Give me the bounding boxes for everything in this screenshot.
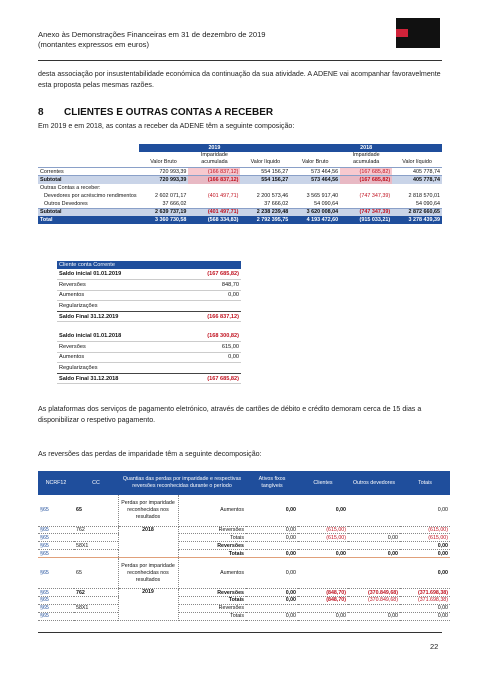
perdas-label: Perdas por imparidade reconhecidas nos resultados	[118, 558, 178, 589]
cell: (747 347,39)	[359, 192, 391, 199]
header-title: Anexo às Demonstrações Financeiras em 31 de dezembro de 2019	[38, 30, 266, 39]
cc-header: Cliente conta Corrente	[57, 261, 241, 269]
cell: 0,00	[246, 526, 298, 534]
row-label: Subtotal	[38, 176, 139, 184]
cell: 762	[74, 589, 118, 597]
cell: (848,70)	[298, 596, 348, 604]
col-valor-liquido: Valor líquido	[240, 152, 290, 168]
row-label: Outros Devedores	[38, 200, 139, 208]
cell: 0,00	[246, 596, 298, 604]
cell: (166 837,12)	[188, 176, 240, 184]
col-imparidade: Imparidade acumulada	[340, 152, 392, 168]
row-label: Regularizações	[57, 301, 176, 312]
cell: Totais	[178, 612, 246, 620]
cell: 0,00	[246, 550, 298, 558]
cell: 37 666,02	[240, 200, 290, 208]
table-row	[38, 184, 442, 192]
table-row	[38, 612, 450, 620]
cell	[348, 542, 400, 550]
cell: 54 090,64	[290, 200, 340, 208]
subtotal-row	[38, 208, 442, 216]
row-label: Outras Contas a receber:	[40, 184, 101, 191]
col-cc: CC	[74, 471, 118, 495]
cell: §65	[38, 495, 74, 526]
col-imparidade: Imparidade acumulada	[188, 152, 240, 168]
cell: §65	[38, 604, 74, 612]
table-row	[38, 542, 450, 550]
cell: 405 778,74	[392, 168, 442, 176]
cell	[348, 604, 400, 612]
cell: 0,00	[176, 352, 241, 363]
cell	[74, 596, 118, 604]
header-subtitle: (montantes expressos em euros)	[38, 40, 149, 49]
cell	[298, 558, 348, 589]
cell: 615,00	[176, 342, 241, 353]
document-header	[38, 30, 266, 50]
cell: 0,00	[298, 612, 348, 620]
cell: 0,00	[348, 612, 400, 620]
cell: §65	[38, 558, 74, 589]
cell: 0,00	[400, 604, 450, 612]
year-header-2018: 2018	[290, 144, 442, 152]
section-number: 8	[38, 107, 44, 118]
year-label-2019: 2019	[118, 589, 178, 621]
row-label: Aumentos	[57, 352, 176, 363]
col-valor-bruto: Valor Bruto	[139, 152, 189, 168]
intro-paragraph: desta associação por insustentabilidade económica da continuação da sua atividade. A ADENE vai acompanhar favoravelmente esta proposta pelas mesmas razões.	[38, 70, 441, 89]
table-row	[38, 192, 442, 200]
cell: (401 497,71)	[207, 192, 239, 199]
cell: 554 156,27	[240, 176, 290, 184]
cell: 3 360 730,58	[139, 216, 189, 224]
cell: 0,00	[298, 550, 348, 558]
perdas-label: Perdas por imparidade reconhecidas nos resultados	[118, 495, 178, 526]
cell: §65	[38, 526, 74, 534]
section-title: CLIENTES E OUTRAS CONTAS A RECEBER	[64, 107, 274, 118]
cell: 65	[74, 495, 118, 526]
cell: 573 464,56	[290, 168, 340, 176]
cell: 54 090,64	[392, 200, 442, 208]
cell: §65	[38, 534, 74, 542]
cell	[246, 604, 298, 612]
cell	[348, 495, 400, 526]
cell: (371.698,38)	[400, 596, 450, 604]
cell: (167 685,82)	[340, 168, 392, 176]
col-clientes: Clientes	[298, 471, 348, 495]
cell	[298, 542, 348, 550]
cell: Totais	[178, 596, 246, 604]
table-row	[38, 526, 450, 534]
col-outros-devedores: Outros devedores	[348, 471, 400, 495]
reversals-paragraph: As reversões das perdas de imparidade têm a seguinte decomposição:	[38, 450, 262, 458]
cell: 4 193 472,60	[290, 216, 340, 224]
cell: 58X1	[74, 604, 118, 612]
cell: 554 156,27	[240, 168, 290, 176]
table-row	[57, 331, 241, 342]
cell	[176, 363, 241, 374]
row-label: Saldo inicial 01.01.2019	[57, 269, 176, 280]
cell	[348, 526, 400, 534]
cell	[298, 604, 348, 612]
cell: 720 993,39	[139, 176, 189, 184]
impairment-reversals-table	[38, 471, 450, 621]
row-label: Regularizações	[57, 363, 176, 374]
cell: Aumentos	[178, 558, 246, 589]
cell: 2 602 071,17	[154, 192, 187, 199]
current-account-2019-table	[57, 261, 241, 322]
cell	[74, 534, 118, 542]
col-valor-liquido: Valor líquido	[392, 152, 442, 168]
row-label: Saldo Final 31.12.2019	[57, 311, 176, 322]
table-row	[57, 373, 241, 384]
cell: §65	[38, 542, 74, 550]
cell: 0,00	[176, 290, 241, 301]
cell: Reversões	[178, 526, 246, 534]
total-row	[38, 216, 442, 224]
cell: §65	[38, 612, 74, 620]
cell	[176, 301, 241, 312]
cell: (370.849,68)	[348, 596, 400, 604]
table-row	[57, 290, 241, 301]
table-row	[57, 342, 241, 353]
table-row	[38, 596, 450, 604]
cell: (167 685,82)	[340, 176, 392, 184]
cell: Totais	[178, 534, 246, 542]
row-label: Subtotal	[38, 208, 139, 216]
cell	[348, 558, 400, 589]
cell: (168 300,82)	[176, 331, 241, 342]
row-label: Aumentos	[57, 290, 176, 301]
table-row	[57, 269, 241, 280]
payments-paragraph: As plataformas dos serviços de pagamento eletrónico, através de cartões de débito e crédito demoram cerca de 15 dias a disponibilizar o respetivo pagamento.	[38, 405, 422, 424]
cell: 58X1	[74, 542, 118, 550]
cell: 0,00	[246, 558, 298, 589]
table-row	[57, 311, 241, 322]
cell: 573 464,56	[290, 176, 340, 184]
cell: 2 818 570,01	[408, 192, 440, 199]
year-label-2018: 2018	[118, 526, 178, 558]
col-ncrf12: NCRF12	[38, 471, 74, 495]
col-ativos-fixos: Ativos fixos tangíveis	[246, 471, 298, 495]
table-row	[38, 589, 450, 597]
cell: §65	[38, 550, 74, 558]
row-label: Saldo inicial 01.01.2018	[57, 331, 176, 342]
cell: (848,70)	[298, 589, 348, 597]
cell	[74, 550, 118, 558]
section-intro: Em 2019 e em 2018, as contas a receber da ADENE têm a seguinte composição:	[38, 122, 295, 130]
cell: Aumentos	[178, 495, 246, 526]
cell: Reversões	[178, 589, 246, 597]
cell: Totais	[178, 550, 246, 558]
current-account-2018-table	[57, 331, 241, 384]
table-row	[38, 550, 450, 558]
cell: (915 033,21)	[340, 216, 392, 224]
row-label: Saldo Final 31.12.2018	[57, 373, 176, 384]
cell: Reversões	[178, 604, 246, 612]
cell: 405 778,74	[392, 176, 442, 184]
table-row	[57, 363, 241, 374]
receivables-table	[38, 144, 442, 224]
cell: 0,00	[246, 589, 298, 597]
cell: §65	[38, 589, 74, 597]
cell: 0,00	[246, 612, 298, 620]
subtotal-row	[38, 176, 442, 184]
cell: (166 837,12)	[176, 311, 241, 322]
col-valor-bruto: Valor Bruto	[290, 152, 340, 168]
cell: (568 334,83)	[188, 216, 240, 224]
page-number: 22	[430, 642, 439, 651]
cell: (370.849,68)	[348, 589, 400, 597]
section-heading	[38, 107, 273, 118]
table-row	[38, 534, 450, 542]
cell: (401 497,71)	[188, 208, 240, 216]
cell	[188, 200, 240, 208]
cell: 0,00	[298, 495, 348, 526]
company-logo	[396, 18, 440, 48]
year-header-2019: 2019	[139, 144, 291, 152]
cell: (371.698,38)	[400, 589, 450, 597]
header-rule	[38, 60, 442, 61]
cell: (615,00)	[298, 534, 348, 542]
cell: §65	[38, 596, 74, 604]
cell: 2 872 660,65	[392, 208, 442, 216]
cell: (167 685,82)	[176, 373, 241, 384]
row-label: Total	[38, 216, 139, 224]
cell: 2 200 573,46	[256, 192, 289, 199]
col-quantias: Quantias das perdas por imparidade e respectivas reversões reconhecidas durante o período	[118, 471, 246, 495]
table-row	[38, 495, 450, 526]
cell: (615,00)	[298, 526, 348, 534]
cell: 2 238 239,48	[240, 208, 290, 216]
cell: 0,00	[400, 550, 450, 558]
cell: 65	[74, 558, 118, 589]
row-label: Correntes	[38, 168, 139, 176]
cell: 0,00	[246, 495, 298, 526]
row-label: Devedores por acréscimo rendimentos	[44, 192, 137, 199]
cell	[74, 612, 118, 620]
row-label: Reversões	[57, 342, 176, 353]
col-totais: Totais	[400, 471, 450, 495]
cell: (167 685,82)	[176, 269, 241, 280]
footer-rule	[38, 632, 442, 633]
cell: 3 278 439,39	[392, 216, 442, 224]
cell: 0,00	[246, 534, 298, 542]
table-row	[57, 352, 241, 363]
table-row	[57, 301, 241, 312]
cell: 2 639 737,19	[139, 208, 189, 216]
cell	[340, 200, 392, 208]
cell: 0,00	[348, 550, 400, 558]
table-row	[38, 168, 442, 176]
cell: 2 792 395,75	[240, 216, 290, 224]
cell: 0,00	[400, 542, 450, 550]
cell: 0,00	[400, 495, 450, 526]
table-row	[38, 604, 450, 612]
cell: 0,00	[400, 558, 450, 589]
cell: 3 620 008,04	[290, 208, 340, 216]
cell: 3 565 917,40	[306, 192, 339, 199]
cell: 37 666,02	[139, 200, 189, 208]
cell	[246, 542, 298, 550]
table-row	[57, 280, 241, 291]
cell: 0,00	[348, 534, 400, 542]
cell: (615,00)	[400, 526, 450, 534]
table-row	[38, 200, 442, 208]
cell: 0,00	[400, 612, 450, 620]
cell: (166 837,12)	[188, 168, 240, 176]
cell: 762	[74, 526, 118, 534]
cell: (615,00)	[400, 534, 450, 542]
cell: 720 993,39	[139, 168, 189, 176]
row-label: Reversões	[57, 280, 176, 291]
cell: (747 347,39)	[340, 208, 392, 216]
cell: 848,70	[176, 280, 241, 291]
table-row	[38, 558, 450, 589]
cell: Reversões	[178, 542, 246, 550]
